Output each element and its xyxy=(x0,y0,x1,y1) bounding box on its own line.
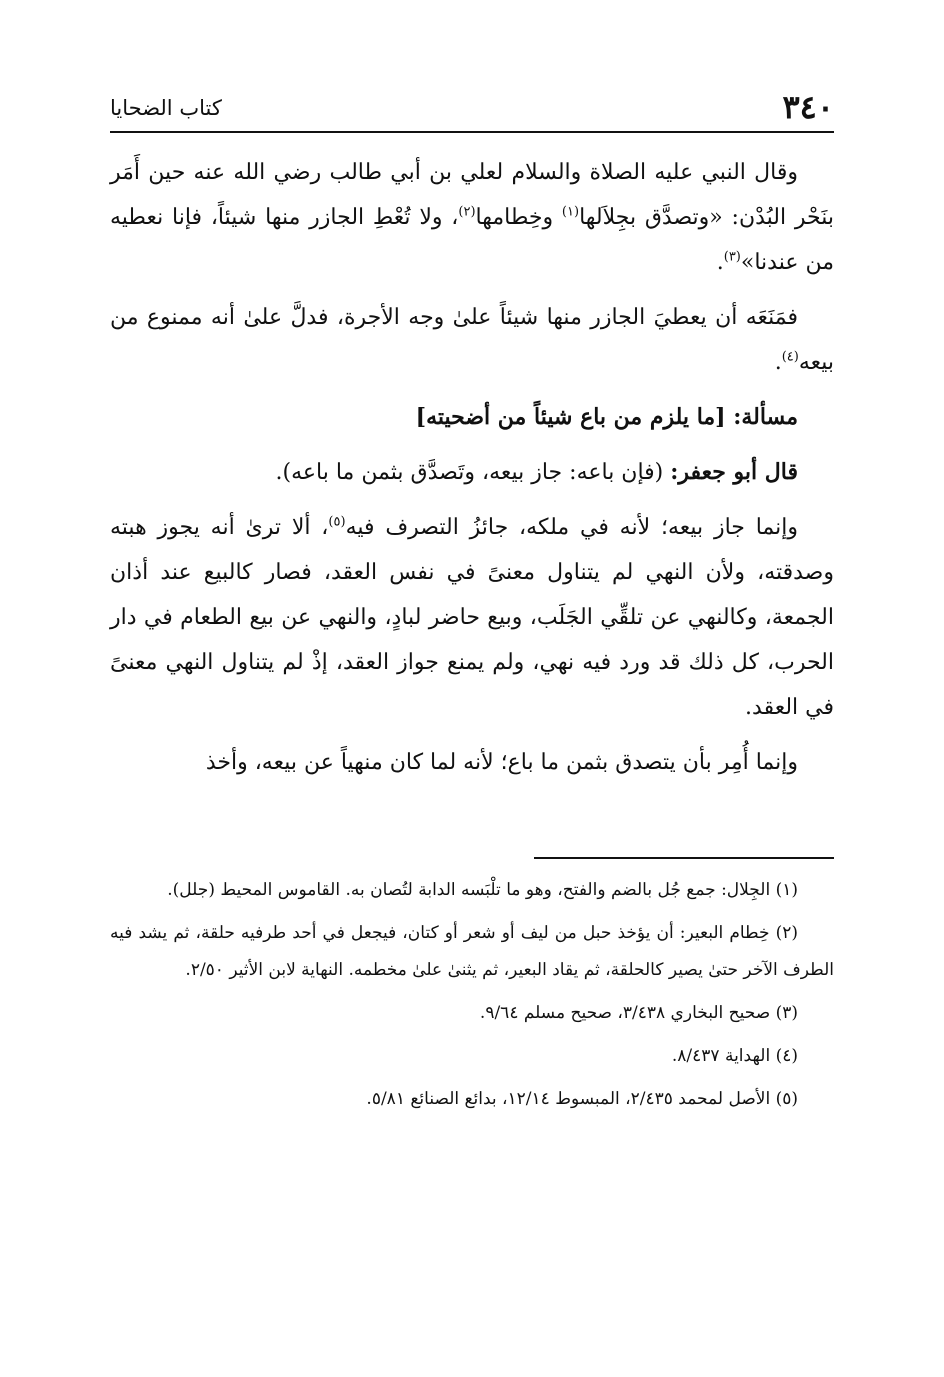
footnote-1: (١) الجِلال: جمع جُل بالضم والفتح، وهو ما تلْبَسه الدابة لتُصان به. القاموس المحيط (جلل). xyxy=(167,880,798,900)
footnote-5: (٥) الأصل لمحمد ٢/٤٣٥، المبسوط ١٢/١٤، بدائع الصنائع ٥/٨١. xyxy=(366,1089,798,1109)
running-title: كتاب الضحايا xyxy=(110,96,222,120)
page-number: ٣٤٠ xyxy=(782,88,834,126)
paragraph-1: وقال النبي عليه الصلاة والسلام لعلي بن أبي طالب رضي الله عنه حين أَمَر بنَحْر البُدْن: «وتصدَّق بجِلاَلها$^{(١)}$ وخِطامها$^{(٢)}$، ولا تُعْطِ الجازر منها شيئاً، فإنا نعطيه من عندنا»$^{(٣)}$. xyxy=(110,160,834,275)
footnote-2: (٢) خِطام البعير: أن يؤخذ حبل من ليف أو شعر أو كتان، فيجعل في أحد طرفيه حلقة، ثم يشد فيه الطرف الآخر حتىٰ يصير كالحلقة، ثم يقاد البعير، ثم يثنىٰ علىٰ مخطمه. النهاية لابن الأثير ٢/٥٠. xyxy=(110,923,834,980)
footnote-ref-3: (٣) xyxy=(723,249,741,265)
main-text xyxy=(110,150,834,795)
header-divider xyxy=(110,131,834,133)
footnotes xyxy=(110,872,834,1124)
footnote-ref-4: (٤) xyxy=(781,349,799,365)
paragraph-2: فمَنَعَه أن يعطيَ الجازر منها شيئاً علىٰ وجه الأجرة، فدلَّ علىٰ أنه ممنوع من بيعه$^{(٤)}$. xyxy=(110,305,834,375)
speaker-label: قال أبو جعفر: xyxy=(670,459,798,485)
page-header xyxy=(110,78,834,126)
footnote-3: (٣) صحيح البخاري ٣/٤٣٨، صحيح مسلم ٩/٦٤. xyxy=(479,1003,798,1023)
footnote-ref-5: (٥) xyxy=(328,514,346,530)
paragraph-5: وإنما أُمِر بأن يتصدق بثمن ما باع؛ لأنه لما كان منهياً عن بيعه، وأخذ xyxy=(205,750,798,775)
section-heading: مسألة: [ما يلزم من باع شيئاً من أضحيته] xyxy=(415,404,798,430)
paragraph-3: قال أبو جعفر: (فإن باعه: جاز بيعه، وتَصدَّق بثمن ما باعه). xyxy=(275,459,798,485)
footnote-ref-2: (٢) xyxy=(458,204,476,220)
footnote-ref-1: (١) xyxy=(561,204,580,220)
footnote-divider xyxy=(534,857,834,859)
paragraph-4: وإنما جاز بيعه؛ لأنه في ملكه، جائزُ التصرف فيه$^{(٥)}$، ألا ترىٰ أنه يجوز هبته وصدقته، ولأن النهي لم يتناول معنىً في نفس العقد، فصار كالبيع عند أذان الجمعة، وكالنهي عن تلقِّي الجَلَب، وبيع حاضر لبادٍ، والنهي عن بيع الطعام في دار الحرب، كل ذلك قد ورد فيه نهي، ولم يمنع جواز العقد، إذْ لم يتناول النهي معنىً في العقد. xyxy=(110,514,834,720)
footnote-4: (٤) الهداية ٨/٤٣٧. xyxy=(671,1046,798,1066)
